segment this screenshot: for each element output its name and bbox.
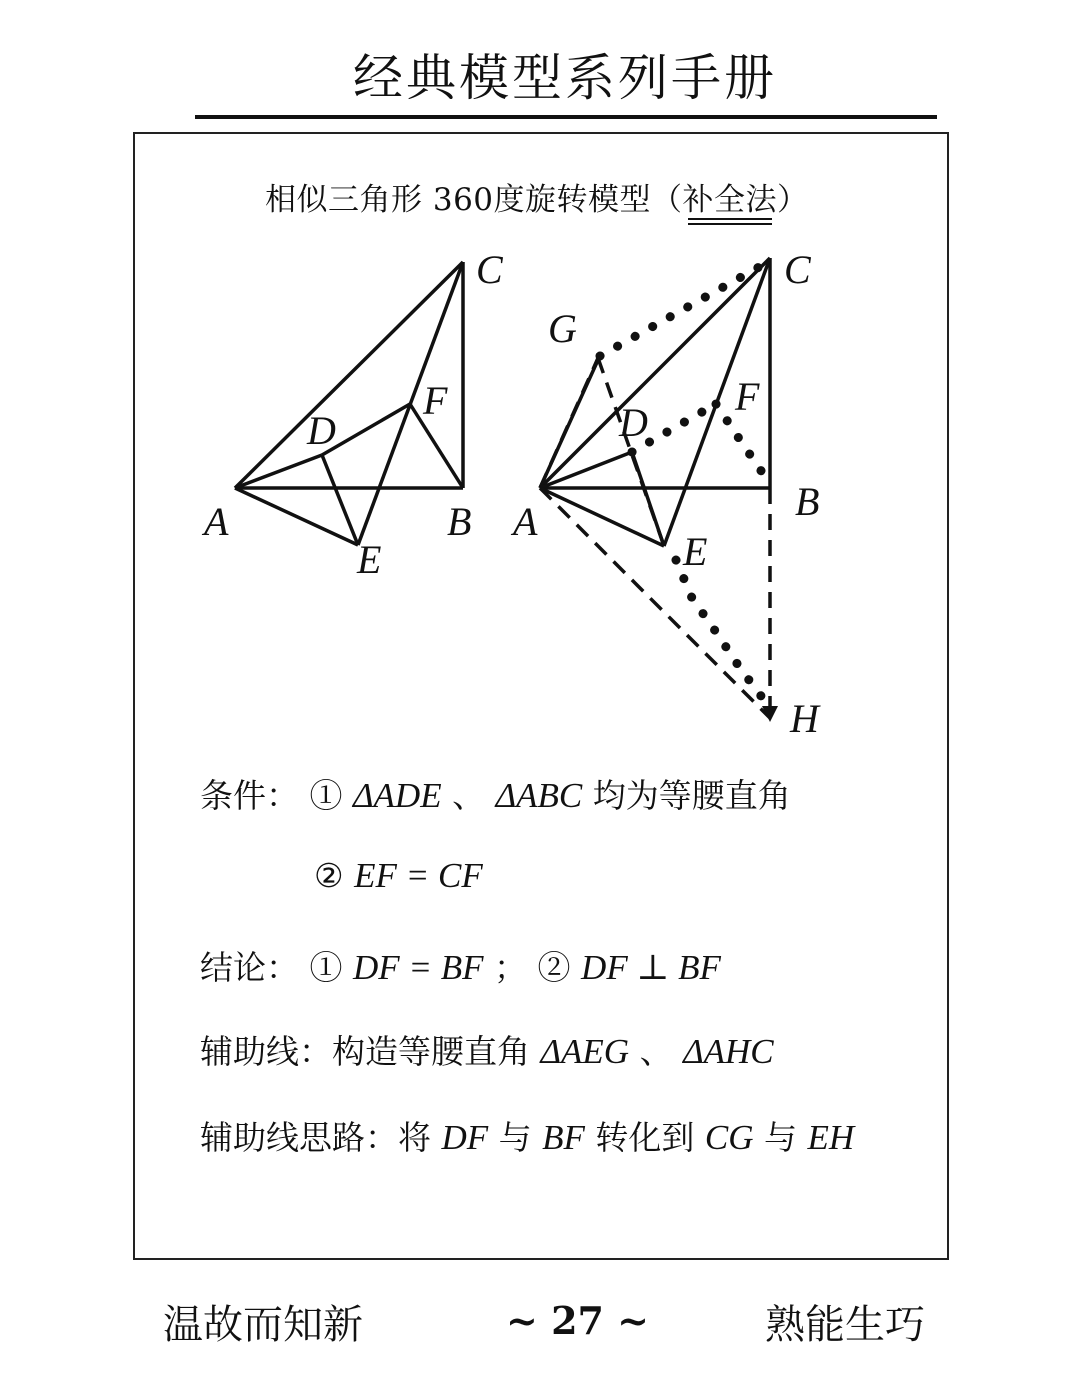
auxiliary-line	[200, 1026, 774, 1073]
conclusion-separator: ；	[494, 948, 528, 987]
idea-to: 转化到	[595, 1118, 695, 1157]
point-label-B: B	[795, 479, 820, 524]
conclusion-1-number: ①	[309, 948, 343, 987]
card-title-note: 补全法	[683, 174, 778, 219]
segment-AC	[235, 262, 463, 488]
auxiliary-separator: 、	[639, 1032, 673, 1071]
footer-right-motto: 熟能生巧	[765, 1302, 925, 1348]
idea-and-1: 与	[498, 1118, 532, 1157]
condition-2-expression: EF = CF	[354, 856, 483, 895]
point-label-E: E	[357, 537, 382, 582]
point-label-C: C	[476, 247, 503, 292]
conclusion-2-number: ②	[537, 948, 571, 987]
conclusion-1-expression: DF = BF	[353, 948, 484, 987]
condition-1-tail: 均为等腰直角	[592, 776, 791, 815]
condition-2-number: ②	[314, 856, 344, 895]
point-label-F: F	[735, 374, 760, 419]
auxiliary-triangle-aeg: ΔAEG	[540, 1032, 630, 1071]
point-label-D: D	[619, 400, 648, 445]
condition-label: 条件：	[200, 776, 299, 815]
condition-1-number: ①	[309, 776, 343, 815]
idea-label: 辅助线思路：将	[200, 1118, 431, 1157]
auxiliary-label: 辅助线：构造等腰直角	[200, 1032, 530, 1071]
point-label-D: D	[307, 408, 336, 453]
dotted-EH	[676, 560, 764, 700]
idea-cg: CG	[704, 1118, 754, 1157]
point-label-E: E	[683, 529, 708, 574]
segment-AC	[540, 258, 770, 488]
condition-1-triangle-abc: ΔABC	[495, 776, 583, 815]
point-label-A: A	[204, 499, 229, 544]
footer-left-motto: 温故而知新	[163, 1302, 363, 1348]
auxiliary-idea-line	[200, 1112, 854, 1159]
segment-AD	[235, 455, 322, 488]
condition-line-1	[200, 770, 791, 817]
idea-df: DF	[441, 1118, 489, 1157]
conclusion-label: 结论：	[200, 948, 299, 987]
idea-eh: EH	[807, 1118, 855, 1157]
conclusion-2-expression: DF ⊥ BF	[581, 948, 721, 987]
point-label-B: B	[447, 499, 472, 544]
idea-and-2: 与	[764, 1118, 798, 1157]
point-label-H: H	[790, 696, 819, 741]
handbook-title: 经典模型系列手册	[353, 49, 777, 107]
card-title-end: ）	[777, 182, 809, 218]
point-label-A: A	[513, 499, 538, 544]
point-label-F: F	[423, 378, 448, 423]
condition-1-separator: 、	[452, 776, 486, 815]
point-label-G: G	[548, 306, 577, 351]
condition-1-triangle-ade: ΔADE	[353, 776, 442, 815]
point-label-C: C	[784, 247, 811, 292]
conclusion-line	[200, 942, 721, 989]
auxiliary-triangle-ahc: ΔAHC	[683, 1032, 774, 1071]
condition-line-2	[314, 856, 483, 896]
idea-bf: BF	[542, 1118, 585, 1157]
card-title-main: 相似三角形 360度旋转模型（	[265, 182, 683, 218]
page-number: ~ 27 ~	[506, 1298, 650, 1343]
